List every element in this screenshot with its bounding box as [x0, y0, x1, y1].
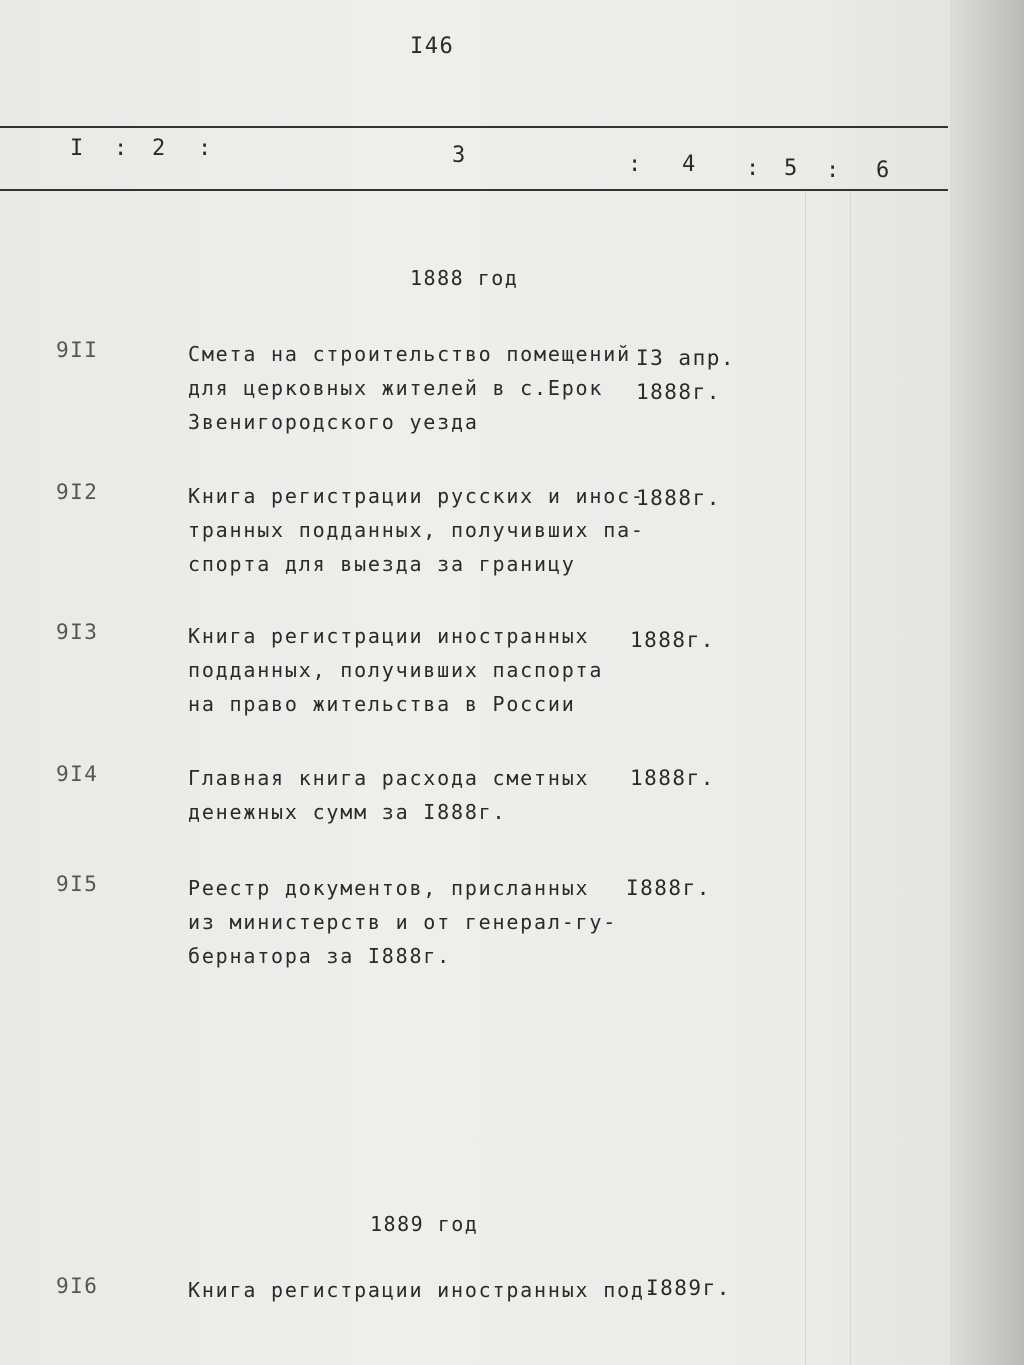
- column-header: 2: [152, 136, 167, 161]
- entry-date: I888г.: [626, 876, 711, 900]
- entry-date: 1888г.: [630, 628, 715, 652]
- entry-description-line: подданных, получивших паспорта: [188, 658, 604, 682]
- column-separator: :: [826, 158, 841, 183]
- faint-column-line: [805, 190, 806, 1365]
- faint-column-line: [850, 190, 851, 1365]
- column-separator: :: [746, 156, 761, 181]
- entry-description-line: Реестр документов, присланных: [188, 876, 590, 900]
- entry-date: I3 апр.: [636, 346, 736, 370]
- column-header: 3: [452, 143, 467, 168]
- entry-date: I889г.: [646, 1276, 731, 1300]
- column-separator: :: [114, 136, 129, 161]
- entry-description-line: Книга регистрации иностранных под-: [188, 1278, 659, 1302]
- column-header: 4: [682, 152, 697, 177]
- entry-number: 9II: [56, 338, 99, 362]
- entry-date: 1888г.: [630, 766, 715, 790]
- entry-description-line: транных подданных, получивших па-: [188, 518, 645, 542]
- entry-number: 9I3: [56, 620, 99, 644]
- header-bottom-rule: [0, 189, 948, 191]
- entry-description-line: спорта для выезда за границу: [188, 552, 576, 576]
- entry-description-line: бернатора за I888г.: [188, 944, 451, 968]
- column-header: 6: [876, 158, 891, 183]
- entry-description-line: Главная книга расхода сметных: [188, 766, 590, 790]
- entry-description-line: Книга регистрации иностранных: [188, 624, 590, 648]
- column-separator: :: [628, 152, 643, 177]
- entry-number: 9I2: [56, 480, 99, 504]
- year-heading: 1889 год: [370, 1212, 479, 1236]
- entry-description-line: Звенигородского уезда: [188, 410, 479, 434]
- entry-number: 9I5: [56, 872, 99, 896]
- entry-description-line: из министерств и от генерал-гу-: [188, 910, 618, 934]
- header-top-rule: [0, 126, 948, 128]
- entry-description-line: на право жительства в России: [188, 692, 576, 716]
- year-heading: 1888 год: [410, 266, 519, 290]
- entry-description-line: Смета на строительство помещений: [188, 342, 631, 366]
- column-separator: :: [198, 136, 213, 161]
- entry-number: 9I4: [56, 762, 99, 786]
- next-page-edge: [950, 0, 1024, 1365]
- entry-date: 1888г.: [636, 486, 721, 510]
- column-header: 5: [784, 156, 799, 181]
- entry-date: 1888г.: [636, 380, 721, 404]
- entry-description-line: Книга регистрации русских и инос-: [188, 484, 645, 508]
- column-header: I: [70, 136, 85, 161]
- entry-number: 9I6: [56, 1274, 99, 1298]
- entry-description-line: денежных сумм за I888г.: [188, 800, 507, 824]
- page-number: I46: [410, 34, 455, 59]
- entry-description-line: для церковных жителей в с.Ерок: [188, 376, 604, 400]
